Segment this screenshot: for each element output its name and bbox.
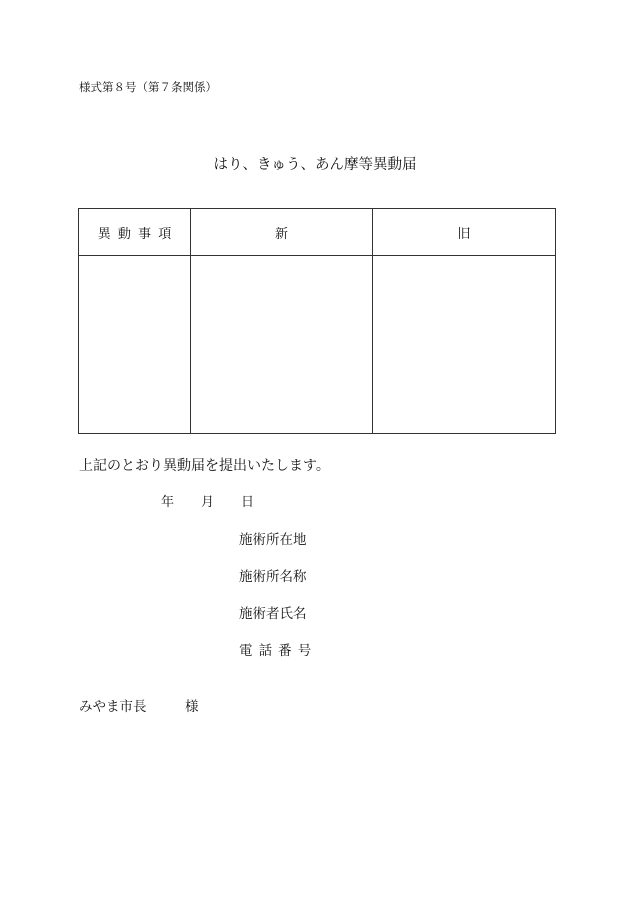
header-old: 旧 bbox=[373, 209, 556, 256]
phone-number-label: 電話番号 bbox=[239, 643, 318, 659]
practitioner-name-label: 施術者氏名 bbox=[239, 606, 307, 622]
month-label: 月 bbox=[201, 495, 215, 510]
document-title: はり、きゅう、あん摩等異動届 bbox=[213, 157, 417, 173]
recipient-name: みやま市長 bbox=[79, 699, 147, 715]
cell-change-item[interactable] bbox=[79, 256, 191, 434]
submission-statement: 上記のとおり異動届を提出いたします。 bbox=[79, 458, 330, 474]
header-new: 新 bbox=[191, 209, 373, 256]
cell-old[interactable] bbox=[373, 256, 556, 434]
facility-name-label: 施術所名称 bbox=[239, 569, 307, 585]
change-table bbox=[78, 208, 556, 434]
facility-address-label: 施術所在地 bbox=[239, 532, 307, 548]
table-header-row bbox=[79, 209, 556, 256]
date-line bbox=[0, 491, 630, 511]
year-label: 年 bbox=[161, 495, 175, 510]
cell-new[interactable] bbox=[191, 256, 373, 434]
day-label: 日 bbox=[241, 495, 255, 510]
form-number: 様式第８号（第７条関係） bbox=[79, 80, 217, 94]
recipient-honorific: 様 bbox=[185, 699, 199, 715]
header-change-item: 異動事項 bbox=[79, 209, 191, 256]
table-row bbox=[79, 256, 556, 434]
